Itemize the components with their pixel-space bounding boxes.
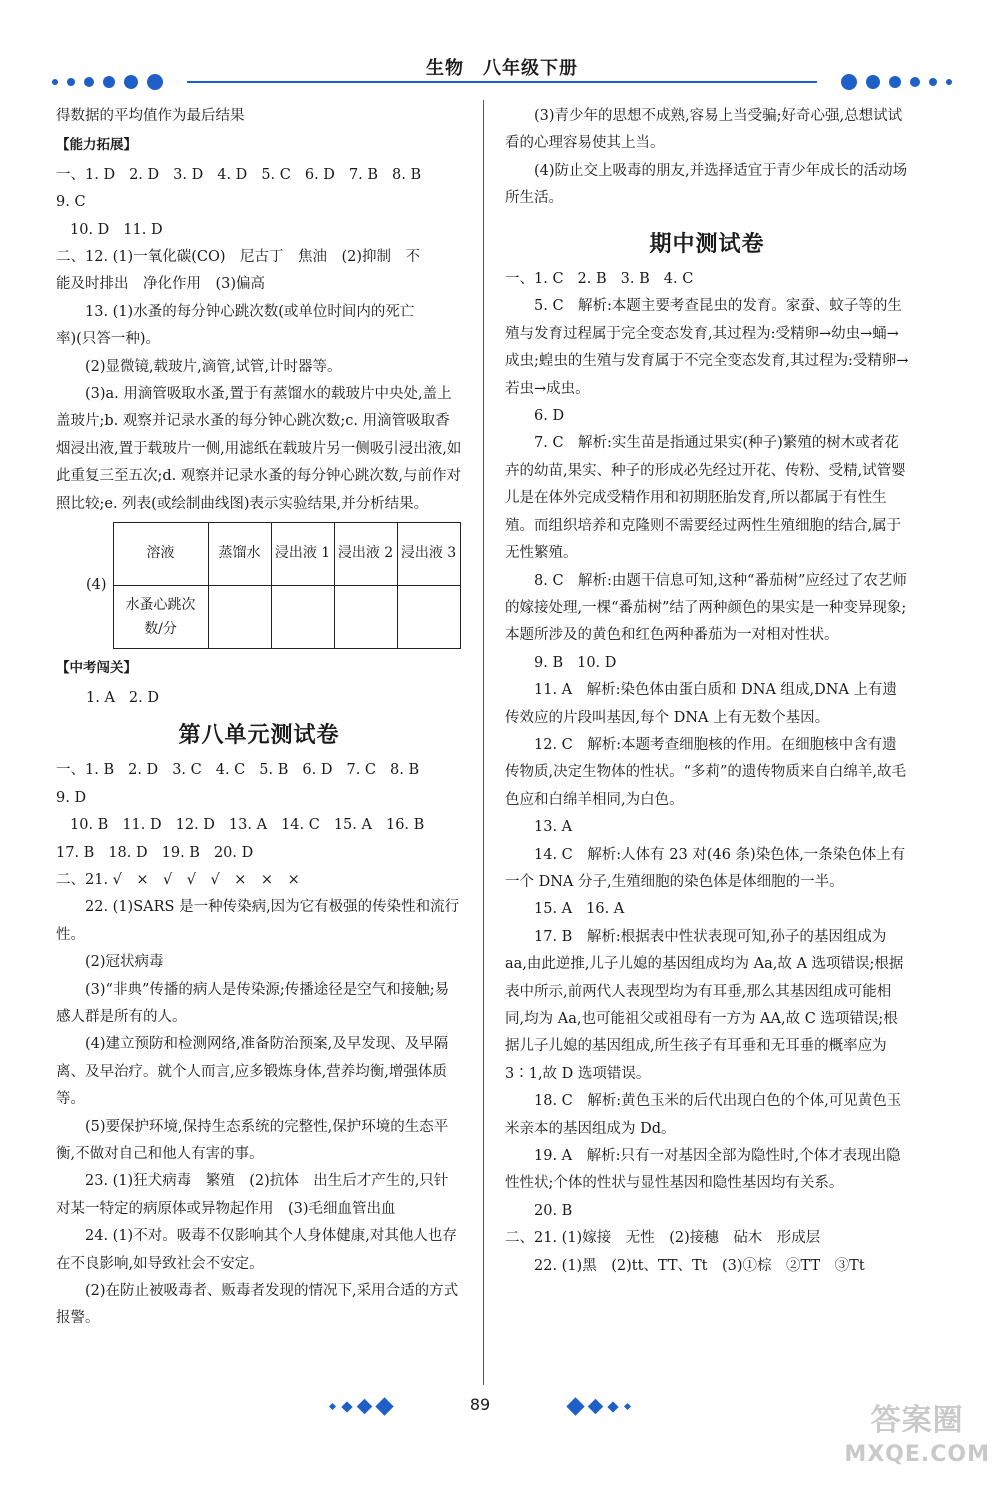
dot bbox=[841, 74, 857, 90]
paragraph: (3)“非典”传播的病人是传染源;传播途径是空气和接触;易感人群是所有的人。 bbox=[56, 981, 450, 1025]
diamond bbox=[588, 1399, 604, 1415]
footer-diamonds-right bbox=[569, 1400, 630, 1413]
answer-row bbox=[56, 217, 462, 244]
table-row bbox=[113, 586, 460, 649]
column-divider bbox=[483, 100, 484, 1385]
answer: 14. C bbox=[281, 817, 320, 834]
answer: 15. A bbox=[534, 901, 573, 918]
result-table-block bbox=[86, 522, 462, 649]
paragraph: (3)a. 用滴管吸取水蚤,置于有蒸馏水的载玻片中央处,盖上盖玻片;b. 观察并记录水蚤的每分钟心跳次数;c. 用滴管吸取香烟浸出液,置于载玻片一侧,用滤纸在载玻片另一侧吸引浸出液,如此重复三至五次;d. 观察并记录水蚤的每分钟心跳次数,与前作对照比较;e. 列表(或绘制曲线图)表示实验结果,并分析结果。 bbox=[56, 386, 462, 512]
paragraph: 8. C 解析:由题干信息可知,这种“番茄树”应经过了农艺师的嫁接处理,一棵“番茄树”结了两种颜色的果实是一种变异现象;本题所涉及的黄色和红色两种番茄为一对相对性状。 bbox=[505, 572, 907, 644]
paragraph: 7. C 解析:实生苗是指通过果实(种子)繁殖的树木或者花卉的幼苗,果实、种子的形成必先经过开花、传粉、受精,试管婴儿是在体外完成受精作用和初期胚胎发育,所以都属于有性生殖。而组织培养和克隆则不需要经过两性生殖细胞的结合,属于无性繁殖。 bbox=[505, 435, 906, 562]
answer: 3. D bbox=[173, 166, 204, 183]
page-header bbox=[52, 54, 952, 94]
answer: 19. B bbox=[161, 844, 200, 861]
table-cell bbox=[208, 586, 271, 649]
answer: 10. B bbox=[70, 817, 109, 834]
paragraph: 11. A 解析:染色体由蛋白质和 DNA 组成,DNA 上有遗传效应的片段叫基因,每个 DNA 上有无数个基因。 bbox=[505, 682, 898, 726]
section-title-midterm: 期中测试卷 bbox=[649, 231, 765, 257]
answer: 2. D bbox=[129, 166, 160, 183]
answer: 4. C bbox=[215, 762, 246, 779]
text-line: 二、21. √ × √ √ √ × × × bbox=[56, 871, 300, 888]
result-table bbox=[113, 522, 461, 649]
answer: 3. B bbox=[620, 271, 650, 288]
table-header-cell: 蒸馏水 bbox=[208, 523, 271, 586]
footer-diamonds-left bbox=[330, 1400, 391, 1413]
paragraph: 18. C 解析:黄色玉米的后代出现白色的个体,可见黄色玉米亲本的基因组成为 Dd。 bbox=[505, 1093, 902, 1137]
text-line: 13. (1)水蚤的每分钟心跳次数(或单位时间内的死亡 bbox=[85, 303, 415, 320]
paragraph: 19. A 解析:只有一对基因全部为隐性时,个体才表现出隐性性状;个体的性状与显性基因和隐性基因均有关系。 bbox=[505, 1148, 901, 1192]
section-tag-ability: 【能力拓展】 bbox=[56, 137, 137, 154]
answer: 11. D bbox=[122, 817, 162, 834]
dot bbox=[929, 78, 937, 86]
section-tag-exam: 【中考闯关】 bbox=[56, 660, 137, 677]
answer: 7. B bbox=[348, 166, 379, 183]
answer: 1. A bbox=[86, 689, 115, 706]
header-dots-right bbox=[841, 74, 952, 90]
paragraph: (4)建立预防和检测网络,准备防治预案,及早发现、及早隔离、及早治疗。就个人而言,应多锻炼身体,营养均衡,增强体质等。 bbox=[56, 1036, 449, 1108]
watermark-line: MXQE.COM bbox=[844, 1442, 990, 1467]
diamond bbox=[566, 1397, 584, 1415]
page-footer bbox=[330, 1396, 630, 1420]
answer: 一、1. B bbox=[56, 762, 115, 779]
paragraph: 24. (1)不对。吸毒不仅影响其个人身体健康,对其他人也存在不良影响,如导致社会不安定。 bbox=[56, 1228, 457, 1272]
table-header-cell: 浸出液 1 bbox=[271, 523, 334, 586]
table-header-cell: 浸出液 3 bbox=[397, 523, 460, 586]
answer: 一、1. D bbox=[56, 166, 116, 183]
answer: 9. B bbox=[534, 654, 564, 671]
paragraph: 22. (1)SARS 是一种传染病,因为它有极强的传染性和流行性。 bbox=[56, 899, 460, 943]
watermark bbox=[844, 1404, 990, 1472]
answer: 13. A bbox=[228, 817, 268, 834]
answer-row bbox=[56, 757, 462, 812]
answer-row bbox=[505, 650, 909, 677]
paragraph: 5. C 解析:本题主要考查昆虫的发育。家蚕、蚊子等的生殖与发育过程属于完全变态发育,其过程为:受精卵→幼虫→蛹→成虫;蝗虫的生殖与发育属于不完全变态发育,其过程为:受精卵→若虫→成虫。 bbox=[505, 298, 909, 397]
answer: 2. D bbox=[128, 689, 159, 706]
paragraph: 14. C 解析:人体有 23 对(46 条)染色体,一条染色体上有一个 DNA 分子,生殖细胞的染色体是体细胞的一半。 bbox=[505, 846, 906, 890]
diamond bbox=[607, 1401, 618, 1412]
text-line: 率)(只答一种)。 bbox=[56, 331, 160, 348]
answer-row bbox=[505, 266, 909, 293]
table-cell bbox=[334, 586, 397, 649]
answer: 20. D bbox=[213, 844, 254, 861]
text-line: 6. D bbox=[534, 408, 565, 425]
answer: 9. D bbox=[56, 789, 87, 806]
dot bbox=[889, 76, 901, 88]
answer: 8. B bbox=[392, 166, 422, 183]
text-line: 13. A bbox=[534, 819, 573, 836]
text-line: (2)冠状病毒 bbox=[85, 954, 164, 971]
answer: 17. B bbox=[56, 844, 95, 861]
answer: 3. C bbox=[172, 762, 202, 779]
answer: 15. A bbox=[333, 817, 372, 834]
table-row bbox=[113, 523, 460, 586]
answer-row bbox=[56, 840, 462, 867]
paragraph: (5)要保护环境,保持生态系统的完整性,保护环境的生态平衡,不做对自己和他人有害的事。 bbox=[56, 1118, 449, 1162]
answer-row bbox=[505, 896, 909, 923]
diamond bbox=[624, 1403, 631, 1410]
dot bbox=[946, 79, 952, 85]
answer: 5. B bbox=[259, 762, 289, 779]
answer: 4. D bbox=[217, 166, 248, 183]
text-line: 能及时排出 净化作用 (3)偏高 bbox=[56, 276, 266, 293]
answer: 16. A bbox=[586, 901, 625, 918]
header-rule bbox=[187, 81, 817, 83]
answer-row bbox=[56, 812, 462, 839]
paragraph: 12. C 解析:本题考查细胞核的作用。在细胞核中含有遗传物质,决定生物体的性状。“多莉”的遗传物质来自白绵羊,故毛色应和白绵羊相同,为白色。 bbox=[505, 736, 907, 808]
page-number: 89 bbox=[469, 1395, 491, 1414]
diamond bbox=[329, 1403, 336, 1410]
answer: 一、1. C bbox=[505, 271, 564, 288]
dot bbox=[910, 77, 920, 87]
diamond bbox=[341, 1401, 352, 1412]
dot bbox=[866, 75, 880, 89]
answer: 16. B bbox=[385, 817, 425, 834]
watermark-line: 答案圈 bbox=[870, 1403, 964, 1438]
answer: 10. D bbox=[70, 221, 110, 238]
answer: 10. D bbox=[577, 654, 617, 671]
table-label: (4) bbox=[86, 576, 107, 593]
right-column bbox=[505, 103, 909, 1280]
answer: 18. D bbox=[108, 844, 148, 861]
answer: 9. C bbox=[56, 194, 86, 211]
text-line: 20. B bbox=[534, 1202, 573, 1219]
text-line: (2)显微镜,载玻片,滴管,试管,计时器等。 bbox=[85, 358, 342, 375]
paragraph: 23. (1)狂犬病毒 繁殖 (2)抗体 出生后才产生的,只针对某一特定的病原体或异物起作用 (3)毛细血管出血 bbox=[56, 1173, 449, 1217]
answer: 6. D bbox=[304, 166, 335, 183]
answer: 8. B bbox=[390, 762, 420, 779]
table-row-header: 水蚤心跳次数/分 bbox=[113, 586, 208, 649]
diamond bbox=[375, 1397, 393, 1415]
section-title-unit8: 第八单元测试卷 bbox=[178, 722, 340, 748]
diamond bbox=[357, 1399, 373, 1415]
paragraph: (3)青少年的思想不成熟,容易上当受骗;好奇心强,总想试试看的心理容易使其上当。 bbox=[505, 108, 903, 152]
answer: 4. C bbox=[663, 271, 694, 288]
text-line: 二、21. (1)嫁接 无性 (2)接穗 砧木 形成层 bbox=[505, 1230, 821, 1247]
header-title: 生物 八年级下册 bbox=[426, 58, 578, 79]
answer: 7. C bbox=[346, 762, 377, 779]
table-header-cell: 浸出液 2 bbox=[334, 523, 397, 586]
left-column bbox=[56, 103, 462, 1333]
text-line: 得数据的平均值作为最后结果 bbox=[56, 108, 245, 124]
table-header-cell: 溶液 bbox=[113, 523, 208, 586]
answer: 2. B bbox=[577, 271, 607, 288]
answer-row bbox=[56, 162, 462, 217]
answer: 12. D bbox=[175, 817, 215, 834]
paragraph: (4)防止交上吸毒的朋友,并选择适宜于青少年成长的活动场所生活。 bbox=[505, 162, 908, 207]
answer: 6. D bbox=[302, 762, 333, 779]
answer: 11. D bbox=[123, 221, 163, 238]
paragraph: (2)在防止被吸毒者、贩毒者发现的情况下,采用合适的方式报警。 bbox=[56, 1283, 459, 1327]
answer: 5. C bbox=[261, 166, 291, 183]
text-line: 二、12. (1)一氧化碳(CO) 尼古丁 焦油 (2)抑制 不 bbox=[56, 249, 421, 266]
table-cell bbox=[397, 586, 460, 649]
paragraph: 17. B 解析:根据表中性状表现可知,孙子的基因组成为 aa,由此逆推,儿子儿媳的基因组成均为 Aa,故 A 选项错误;根据表中所示,前两代人表现型均为有耳垂,那么其基因组成可能相同,均为 Aa,也可能祖父或祖母有一方为 AA,故 C 选项错误;根据儿子儿媳的基因组成,所生孩子有耳垂和无耳垂的概率应为 3∶1,故 D 选项错误。 bbox=[505, 928, 904, 1082]
answer-row bbox=[56, 685, 462, 712]
text-line: 22. (1)黑 (2)tt、TT、Tt (3)①棕 ②TT ③Tt bbox=[534, 1257, 865, 1274]
answer: 2. D bbox=[128, 762, 159, 779]
table-cell bbox=[271, 586, 334, 649]
